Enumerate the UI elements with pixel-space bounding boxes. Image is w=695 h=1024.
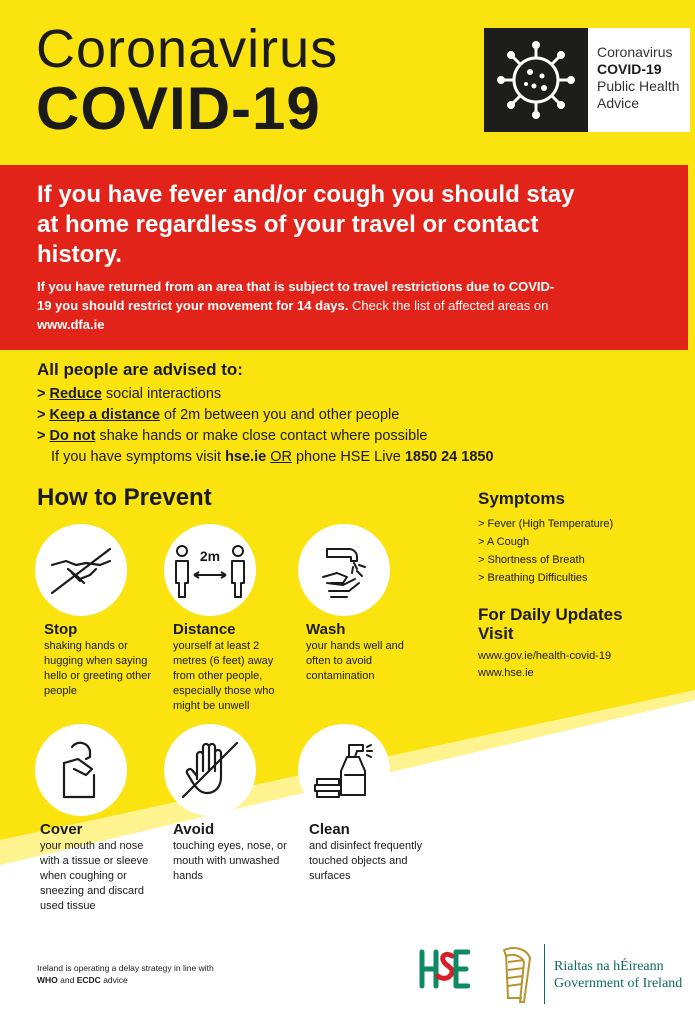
daily-updates-title: For Daily Updates Visit: [478, 605, 623, 643]
advice-item: > Reduce social interactions: [37, 386, 222, 402]
footnote: Ireland is operating a delay strategy in line with WHO and ECDC advice: [37, 963, 214, 985]
cover-cough-icon: [35, 724, 127, 816]
title-line-1: Coronavirus: [36, 19, 339, 79]
avoid-title: Avoid: [173, 821, 215, 838]
government-wordmark: Rialtas na hÉireann Government of Ireland: [554, 959, 683, 991]
distance-title: Distance: [173, 621, 236, 638]
cover-text: your mouth and nose with a tissue or sleeve when coughing or sneezing and discard used tissue: [40, 840, 149, 912]
update-link[interactable]: www.gov.ie/health-covid-19: [478, 650, 612, 662]
advice-item: > Do not shake hands or make close contact where possible: [37, 428, 428, 444]
virus-icon: [484, 28, 588, 132]
symptom-item: > Fever (High Temperature): [478, 518, 614, 530]
daily-updates-links: [478, 648, 611, 682]
wash-text: your hands well and often to avoid contamination: [306, 640, 404, 682]
advice-item: > Keep a distance of 2m between you and other people: [37, 407, 400, 423]
symptom-item: > Shortness of Breath: [478, 554, 585, 566]
hse-logo: [416, 948, 470, 995]
handshake-crossed-icon: [35, 524, 127, 616]
clean-text: and disinfect frequently touched objects and surfaces: [309, 840, 423, 882]
symptom-item: > A Cough: [478, 536, 530, 548]
title-line-2: COVID-19: [36, 75, 321, 142]
symptom-item: > Breathing Difficulties: [478, 572, 588, 584]
how-to-prevent-title: How to Prevent: [37, 484, 212, 511]
symptoms-list: [478, 515, 613, 587]
update-link[interactable]: www.hse.ie: [478, 667, 534, 679]
dfa-link[interactable]: www.dfa.ie: [37, 317, 105, 332]
wash-title: Wash: [306, 621, 346, 638]
stop-title: Stop: [44, 621, 78, 638]
alert-body: If you have returned from an area that is subject to travel restrictions due to COVID-19 you should restrict your movement for 14 days. Check the list of affected areas on www.dfa.ie: [37, 279, 555, 332]
alert-headline: If you have fever and/or cough you should stay at home regardless of your travel or contact history.: [37, 181, 575, 268]
symptoms-title: Symptoms: [478, 489, 565, 508]
clean-spray-icon: [298, 724, 390, 816]
cover-title: Cover: [40, 821, 83, 838]
harp-emblem: [496, 944, 536, 1009]
hse-link[interactable]: hse.ie: [225, 449, 267, 465]
badge-text: Coronavirus COVID-19 Public Health Advice: [597, 44, 680, 111]
advice-badge: [484, 28, 690, 132]
gov-divider: [544, 944, 545, 1004]
distance-label: 2m: [199, 548, 221, 564]
stop-text: shaking hands or hugging when saying hello or greeting other people: [44, 640, 152, 697]
advice-list: [37, 384, 494, 468]
alert-banner: [0, 165, 688, 350]
symptom-contact-line: If you have symptoms visit hse.ie OR phone HSE Live 1850 24 1850: [51, 449, 494, 465]
distance-icon: [164, 524, 256, 616]
distance-text: yourself at least 2 metres (6 feet) away from other people, especially those who might be unwell: [173, 640, 275, 712]
avoid-text: touching eyes, nose, or mouth with unwashed hands: [173, 840, 287, 882]
advice-title: All people are advised to:: [37, 360, 243, 379]
phone-number[interactable]: 1850 24 1850: [404, 449, 494, 465]
clean-title: Clean: [309, 821, 350, 838]
avoid-touch-icon: [164, 724, 256, 816]
wash-hands-icon: [298, 524, 390, 616]
